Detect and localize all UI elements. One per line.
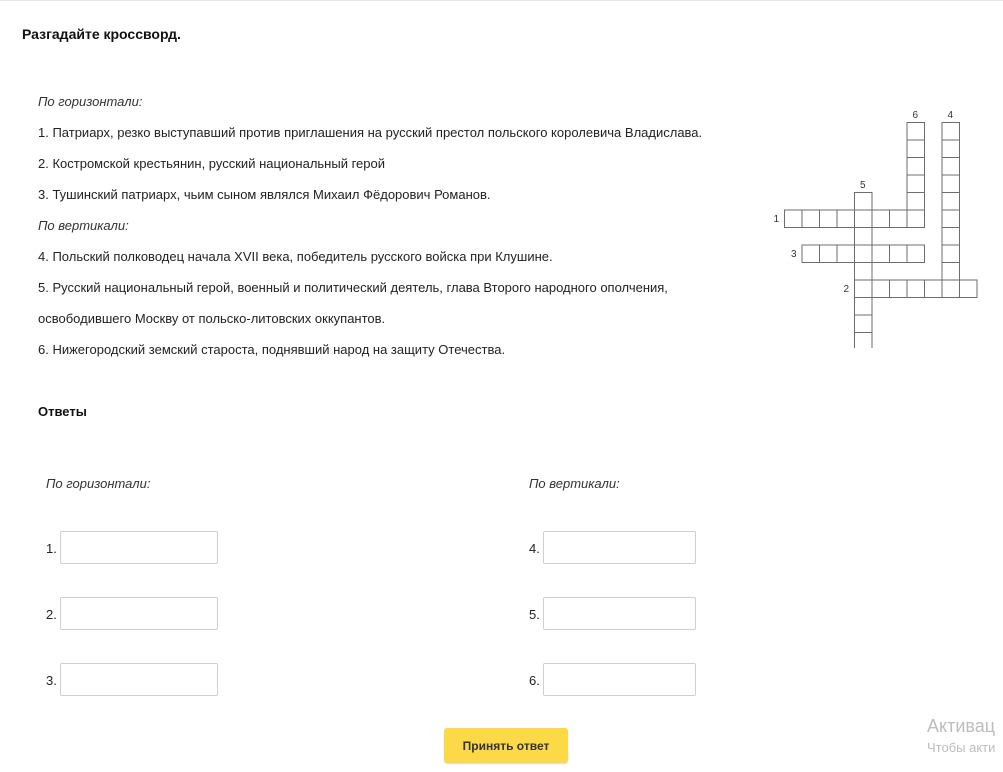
answer-input-3[interactable]: [60, 663, 218, 696]
answers-title: Ответы: [38, 404, 87, 419]
crossword-cell: [837, 210, 855, 228]
answer-input-5[interactable]: [543, 597, 696, 630]
clue-4: 4. Польский полководец начала XVII века, победитель русского войска при Клушине.: [38, 249, 553, 264]
crossword-grid: [760, 108, 996, 348]
crossword-cell: [942, 263, 960, 281]
answer-label-5: 5.: [529, 607, 540, 622]
answer-input-6[interactable]: [543, 663, 696, 696]
clue-2: 2. Костромской крестьянин, русский национальный герой: [38, 156, 385, 171]
crossword-cell: [872, 210, 890, 228]
crossword-cell: [872, 280, 890, 298]
activation-watermark: [927, 716, 995, 755]
crossword-cell: [942, 228, 960, 246]
top-divider: [0, 0, 1003, 1]
watermark-title: Активац: [927, 716, 996, 736]
submit-answer-button[interactable]: Принять ответ: [444, 728, 568, 763]
crossword-number-2: 2: [843, 283, 849, 295]
crossword-cell: [802, 245, 820, 263]
crossword-cell: [942, 280, 960, 298]
crossword-cell: [820, 245, 838, 263]
crossword-cell: [907, 158, 925, 176]
crossword-cell: [925, 280, 943, 298]
crossword-cell: [855, 263, 873, 281]
clues-across-heading: По горизонтали:: [38, 94, 143, 109]
crossword-number-4: 4: [947, 110, 954, 121]
crossword-cell: [890, 280, 908, 298]
answer-input-1[interactable]: [60, 531, 218, 564]
crossword-cell: [855, 193, 873, 211]
crossword-cell: [907, 210, 925, 228]
crossword-cell: [820, 210, 838, 228]
crossword-cell: [855, 245, 873, 263]
answer-input-4[interactable]: [543, 531, 696, 564]
clue-6: 6. Нижегородский земский староста, поднявший народ на защиту Отечества.: [38, 342, 506, 357]
crossword-cell: [942, 245, 960, 263]
clue-5-continued: освободившего Москву от польско-литовских оккупантов.: [38, 311, 386, 326]
answer-input-2[interactable]: [60, 597, 218, 630]
answer-label-6: 6.: [529, 673, 540, 688]
crossword-cell: [872, 245, 890, 263]
answer-label-2: 2.: [46, 607, 57, 622]
crossword-cell: [907, 193, 925, 211]
crossword-cell: [942, 210, 960, 228]
crossword-cell: [907, 140, 925, 158]
crossword-cell: [907, 123, 925, 141]
crossword-cell: [855, 298, 873, 316]
crossword-cell: [785, 210, 803, 228]
answer-label-3: 3.: [46, 673, 57, 688]
crossword-cell: [855, 210, 873, 228]
crossword-cell: [855, 315, 873, 333]
crossword-cell: [907, 175, 925, 193]
crossword-cell: [802, 210, 820, 228]
task-title: Разгадайте кроссворд.: [22, 26, 181, 42]
crossword-cell: [890, 245, 908, 263]
crossword-cell: [942, 193, 960, 211]
crossword-cell: [942, 175, 960, 193]
clue-5: 5. Русский национальный герой, военный и политический деятель, глава Второго народного ополчения,: [38, 280, 668, 295]
answer-label-1: 1.: [46, 541, 57, 556]
answer-label-4: 4.: [529, 541, 540, 556]
crossword-cell: [855, 280, 873, 298]
crossword-cell: [907, 280, 925, 298]
clues-down-heading: По вертикали:: [38, 218, 129, 233]
crossword-number-3: 3: [790, 248, 797, 260]
crossword-cell: [942, 140, 960, 158]
crossword-cell: [907, 245, 925, 263]
crossword-cell: [960, 280, 978, 298]
clue-3: 3. Тушинский патриарх, чьим сыном являлся Михаил Фёдорович Романов.: [38, 187, 491, 202]
crossword-cell: [942, 158, 960, 176]
crossword-cell: [890, 210, 908, 228]
crossword-cell: [855, 333, 873, 349]
crossword-cell: [837, 245, 855, 263]
crossword-cell: [855, 228, 873, 246]
crossword-cell: [942, 123, 960, 141]
answers-down-heading: По вертикали:: [529, 476, 620, 491]
clue-1: 1. Патриарх, резко выступавший против приглашения на русский престол польского королевича Владислава.: [38, 125, 703, 140]
watermark-subtitle: Чтобы акти: [927, 740, 996, 755]
crossword-number-1: 1: [773, 213, 779, 225]
crossword-number-6: 6: [912, 110, 919, 121]
answers-across-heading: По горизонтали:: [46, 476, 151, 491]
crossword-number-5: 5: [859, 180, 866, 191]
